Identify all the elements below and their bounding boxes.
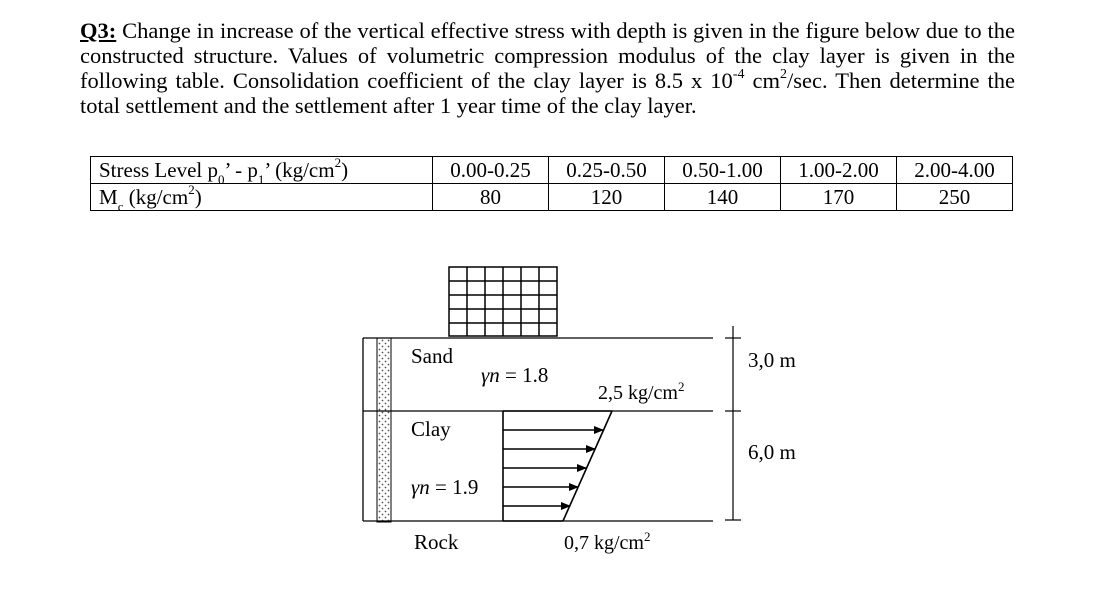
question-text-part1: Change in increase of the vertical effective stress with depth is given in the figure below due to the constructed structure. Values of volumetric compression modulus of the clay layer is given in the following table. Consolidation coefficient of the clay layer is 8.5 x 10 <box>80 18 1015 93</box>
clay-unit-weight: γn = 1.9 <box>411 475 479 499</box>
dimension-lines <box>725 326 741 520</box>
soil-column-hatch <box>377 338 391 522</box>
sand-unit-weight: γn = 1.8 <box>481 363 549 387</box>
stress-diagram <box>503 411 612 521</box>
rock-label: Rock <box>414 530 459 554</box>
stress-cell: 0.25-0.50 <box>549 157 665 184</box>
top-stress-label: 2,5 $kg/cm^2$ <box>598 379 685 404</box>
modulus-cell: 170 <box>781 184 897 211</box>
question-text-part3: /sec. Then determine the total settlement and the settlement after 1 year time of the clay layer. <box>80 68 1015 118</box>
question-exponent-1: -4 <box>732 66 745 82</box>
stress-cell: 1.00-2.00 <box>781 157 897 184</box>
clay-thickness-label: 6,0 m <box>748 440 796 464</box>
question-text-part2: cm <box>744 68 781 93</box>
modulus-header: $M_c$ $(kg/cm^2)$ <box>91 184 433 211</box>
modulus-cell: 120 <box>549 184 665 211</box>
question-exponent-2: 2 <box>780 66 788 82</box>
modulus-cell: 250 <box>897 184 1013 211</box>
sand-thickness-label: 3,0 m <box>748 348 796 372</box>
building-grid <box>449 267 557 336</box>
question-label: Q3: <box>80 18 117 43</box>
stress-cell: 0.50-1.00 <box>665 157 781 184</box>
stress-arrows <box>503 430 603 506</box>
stress-cell: 0.00-0.25 <box>433 157 549 184</box>
clay-label: Clay <box>411 417 451 441</box>
stress-cell: 2.00-4.00 <box>897 157 1013 184</box>
modulus-cell: 140 <box>665 184 781 211</box>
modulus-cell: 80 <box>433 184 549 211</box>
bottom-stress-label: 0,7 $kg/cm^2$ <box>564 529 651 554</box>
stress-level-header: Stress Level $p_0$’ - $p_1$’ $(kg/cm^2)$ <box>91 157 433 184</box>
sand-label: Sand <box>411 344 453 368</box>
